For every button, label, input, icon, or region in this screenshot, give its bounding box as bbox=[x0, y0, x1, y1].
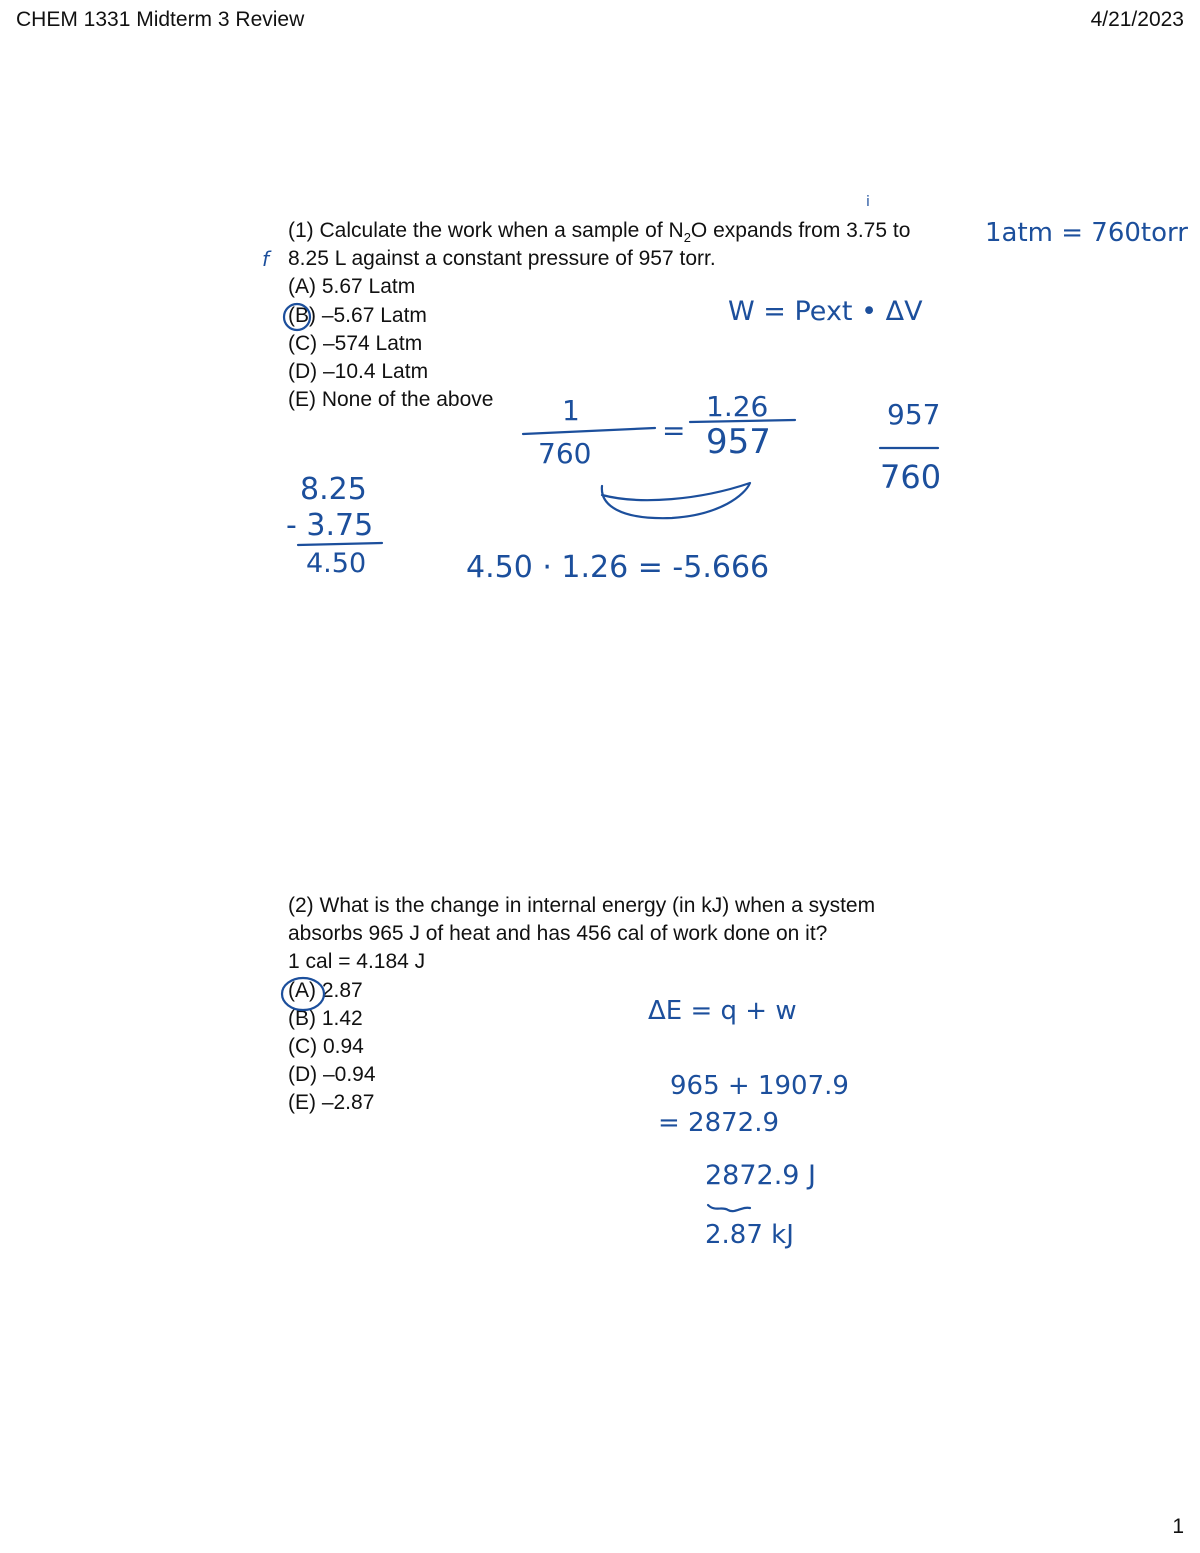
question-2-option-e: (E) –2.87 bbox=[288, 1091, 375, 1115]
question-2-prompt-line-2: absorbs 965 J of heat and has 456 cal of work done on it? bbox=[288, 922, 828, 946]
ink-i-mark: i bbox=[866, 194, 870, 210]
subtraction-bar bbox=[298, 543, 382, 545]
page-number: 1 bbox=[1172, 1515, 1184, 1538]
question-1-option-b: (B) –5.67 Latm bbox=[288, 303, 427, 327]
answer-circle-q1-b bbox=[284, 304, 310, 330]
ink-subtraction-top: 8.25 bbox=[300, 472, 367, 507]
ink-energy-formula: ΔE = q + w bbox=[648, 996, 797, 1026]
ink-energy-joules: 2872.9 J bbox=[705, 1160, 817, 1191]
document-title: CHEM 1331 Midterm 3 Review bbox=[16, 8, 305, 31]
ink-fraction-denominator-760: 760 bbox=[880, 458, 942, 496]
question-1-option-a: (A) 5.67 Latm bbox=[288, 275, 416, 299]
ink-subtraction-middle: - 3.75 bbox=[286, 508, 374, 543]
ink-product-calculation: 4.50 · 1.26 = -5.666 bbox=[466, 550, 770, 585]
ink-ratio-numerator-right: 1.26 bbox=[706, 390, 769, 423]
ink-atm-conversion: 1atm = 760torr bbox=[985, 218, 1188, 248]
ink-ratio-denominator-left: 760 bbox=[538, 437, 592, 470]
cross-multiply-swoosh bbox=[602, 483, 750, 518]
document-date: 4/21/2023 bbox=[1090, 8, 1184, 31]
ink-energy-sum: 965 + 1907.9 bbox=[670, 1071, 849, 1101]
question-1-option-d: (D) –10.4 Latm bbox=[288, 360, 429, 384]
ink-fraction-numerator-957: 957 bbox=[887, 398, 941, 431]
question-2-prompt-line-1: (2) What is the change in internal energy (in kJ) when a system bbox=[288, 894, 876, 917]
question-2-option-a: (A) 2.87 bbox=[288, 978, 363, 1002]
question-1-prompt-line-2: 8.25 L against a constant pressure of 957 torr. bbox=[288, 247, 716, 271]
ink-ratio-denominator-right: 957 bbox=[706, 422, 771, 462]
ink-f-mark: f bbox=[262, 247, 270, 271]
fraction-bar-left bbox=[523, 428, 655, 434]
answer-circle-q2-a bbox=[282, 978, 324, 1010]
question-2-option-b: (B) 1.42 bbox=[288, 1006, 363, 1030]
question-2-option-c: (C) 0.94 bbox=[288, 1035, 364, 1059]
question-2-option-d: (D) –0.94 bbox=[288, 1063, 376, 1087]
ink-work-formula: W = Pext • ΔV bbox=[728, 296, 923, 327]
ink-ratio-equals: = bbox=[662, 414, 686, 447]
ink-energy-kilojoules: 2.87 kJ bbox=[705, 1220, 794, 1250]
ink-subtraction-result: 4.50 bbox=[306, 548, 367, 579]
question-1-prompt-line-1: (1) Calculate the work when a sample of $N_2O$ expands from 3.75 to bbox=[288, 219, 911, 246]
tie-mark bbox=[708, 1205, 750, 1211]
question-1-option-c: (C) –574 Latm bbox=[288, 331, 423, 355]
ink-ratio-numerator-left: 1 bbox=[562, 394, 580, 427]
question-1-option-e: (E) None of the above bbox=[288, 388, 494, 412]
question-2-prompt-line-3: 1 cal = 4.184 J bbox=[288, 950, 426, 974]
ink-energy-total: = 2872.9 bbox=[658, 1108, 780, 1138]
